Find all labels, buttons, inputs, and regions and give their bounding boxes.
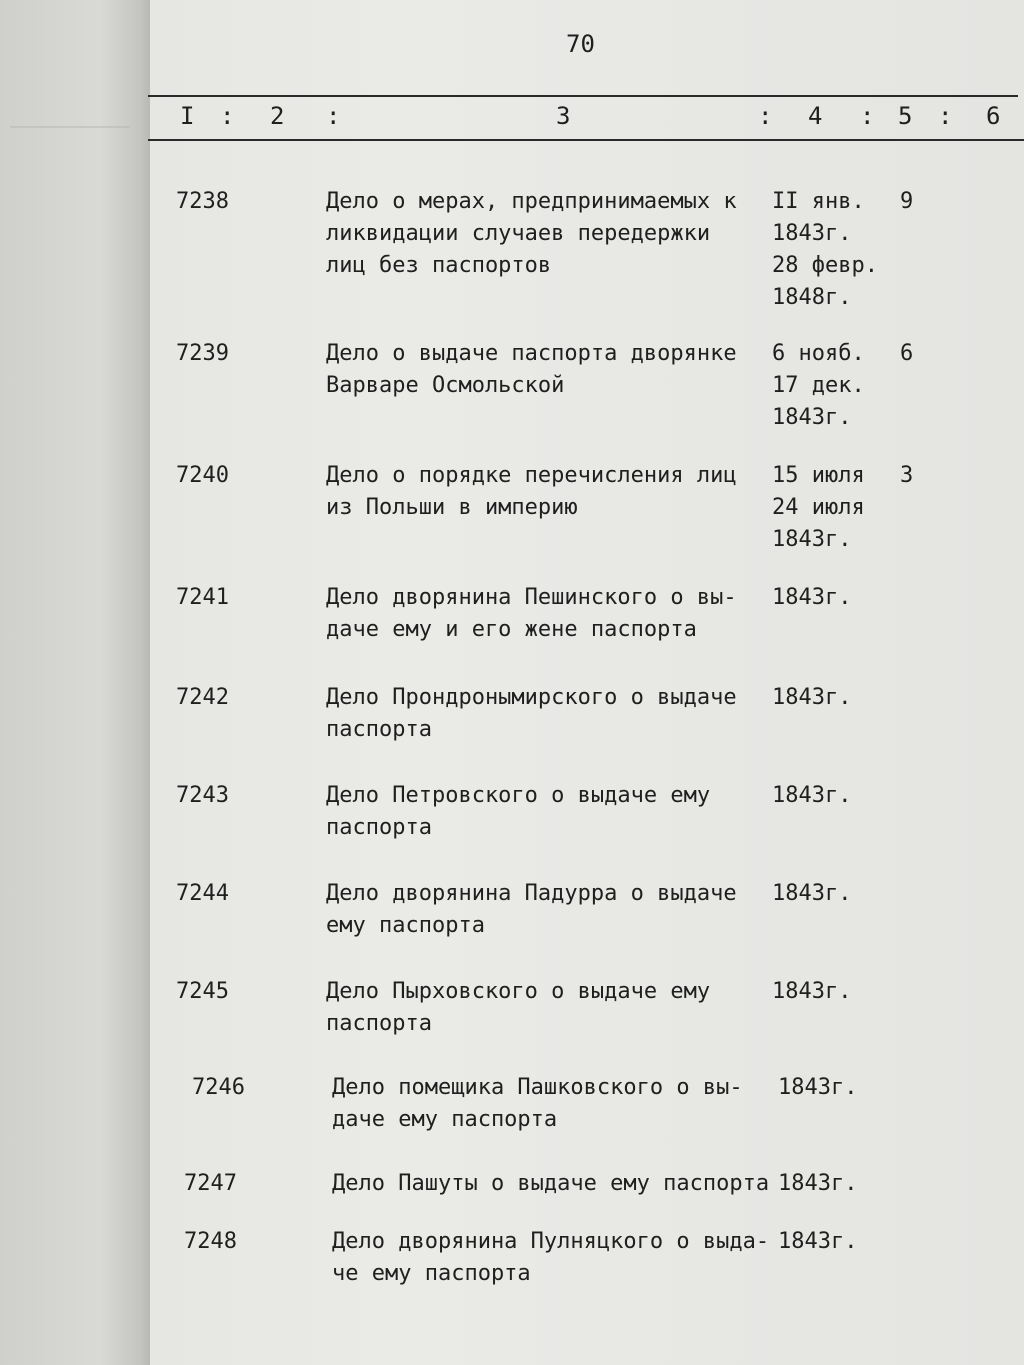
- item-sheet-count: 6: [900, 341, 914, 366]
- col-header-4: 4: [808, 102, 823, 130]
- col-header-2: 2: [270, 102, 285, 130]
- item-description-line: паспорта: [326, 717, 432, 742]
- item-description-line: паспорта: [326, 815, 432, 840]
- item-description-line: ликвидации случаев передержки: [326, 221, 711, 246]
- item-dates-line: 1843г.: [772, 783, 852, 808]
- item-dates-line: 1843г.: [772, 527, 852, 552]
- item-description-line: Варваре Осмольской: [326, 373, 565, 398]
- item-description: [326, 976, 710, 1040]
- item-dates: [778, 1072, 857, 1104]
- item-description-line: даче ему и его жене паспорта: [326, 617, 697, 642]
- item-number: 7246: [192, 1075, 245, 1100]
- item-number: 7244: [176, 881, 229, 906]
- item-description-line: паспорта: [326, 1011, 432, 1036]
- item-dates: [772, 976, 851, 1008]
- item-dates: [778, 1226, 857, 1258]
- item-description-line: Дело Петровского о выдаче ему: [326, 783, 711, 808]
- item-sheet-count: 3: [900, 463, 914, 488]
- col-sep: :: [326, 102, 341, 130]
- item-description-line: Дело дворянина Падурра о выдаче: [326, 881, 737, 906]
- col-sep: :: [220, 102, 235, 130]
- item-description-line: даче ему паспорта: [332, 1107, 558, 1132]
- item-dates: [772, 878, 851, 910]
- item-dates-line: 1843г.: [778, 1075, 858, 1100]
- item-dates-line: 1843г.: [772, 979, 852, 1004]
- item-number: 7245: [176, 979, 229, 1004]
- item-description: [326, 582, 737, 646]
- item-description: [326, 780, 710, 844]
- item-dates: [778, 1168, 857, 1200]
- book-gutter: [0, 0, 150, 1365]
- item-dates: [772, 338, 865, 434]
- item-number: 7247: [184, 1171, 237, 1196]
- col-header-6: 6: [986, 102, 1001, 130]
- item-sheet-count: 9: [900, 189, 914, 214]
- item-dates-line: 1843г.: [772, 881, 852, 906]
- col-header-5: 5: [898, 102, 913, 130]
- item-dates-line: II янв.: [772, 189, 865, 214]
- item-dates-line: 17 дек.: [772, 373, 865, 398]
- item-number: 7242: [176, 685, 229, 710]
- col-sep: :: [938, 102, 953, 130]
- item-description-line: Дело Прондронымирского о выдаче: [326, 685, 737, 710]
- item-dates-line: 28 февр.: [772, 253, 878, 278]
- item-description-line: Дело о порядке перечисления лиц: [326, 463, 737, 488]
- item-dates: [772, 460, 865, 556]
- item-dates-line: 24 июля: [772, 495, 865, 520]
- item-number: 7241: [176, 585, 229, 610]
- item-description-line: Дело о мерах, предпринимаемых к: [326, 189, 737, 214]
- item-description: [326, 460, 737, 524]
- page-number: 70: [566, 30, 595, 58]
- item-number: 7243: [176, 783, 229, 808]
- item-dates-line: 6 нояб.: [772, 341, 865, 366]
- item-dates: [772, 682, 851, 714]
- item-dates-line: 1843г.: [772, 405, 852, 430]
- item-description: [326, 682, 737, 746]
- item-description: [332, 1072, 743, 1136]
- item-dates-line: 1848г.: [772, 285, 852, 310]
- col-header-3: 3: [556, 102, 571, 130]
- item-description-line: Дело Пашуты о выдаче ему паспорта: [332, 1171, 770, 1196]
- item-number: 7240: [176, 463, 229, 488]
- col-sep: :: [758, 102, 773, 130]
- item-dates-line: 1843г.: [772, 585, 852, 610]
- item-description: [332, 1226, 769, 1290]
- item-dates-line: 1843г.: [772, 221, 852, 246]
- item-number: 7238: [176, 189, 229, 214]
- item-description: [326, 878, 737, 942]
- item-description-line: ему паспорта: [326, 913, 485, 938]
- item-description-line: Дело дворянина Пулняцкого о выда-: [332, 1229, 770, 1254]
- item-description-line: че ему паспорта: [332, 1261, 531, 1286]
- item-dates: [772, 186, 878, 314]
- item-description-line: Дело Пырховского о выдаче ему: [326, 979, 711, 1004]
- item-description-line: из Польши в империю: [326, 495, 578, 520]
- item-description-line: Дело о выдаче паспорта дворянке: [326, 341, 737, 366]
- item-description-line: лиц без паспортов: [326, 253, 552, 278]
- item-dates-line: 1843г.: [778, 1229, 858, 1254]
- bleed-through: [10, 110, 130, 128]
- item-description: [326, 186, 737, 282]
- item-description-line: Дело дворянина Пешинского о вы-: [326, 585, 737, 610]
- header-bottom-rule: [148, 139, 1024, 141]
- item-dates: [772, 582, 851, 614]
- item-description-line: Дело помещика Пашковского о вы-: [332, 1075, 743, 1100]
- item-description: [326, 338, 737, 402]
- item-dates-line: 15 июля: [772, 463, 865, 488]
- col-sep: :: [860, 102, 875, 130]
- item-dates: [772, 780, 851, 812]
- col-header-1: I: [180, 102, 195, 130]
- item-dates-line: 1843г.: [778, 1171, 858, 1196]
- item-description: [332, 1168, 769, 1200]
- item-number: 7239: [176, 341, 229, 366]
- header-top-rule: [148, 95, 1018, 97]
- item-dates-line: 1843г.: [772, 685, 852, 710]
- item-number: 7248: [184, 1229, 237, 1254]
